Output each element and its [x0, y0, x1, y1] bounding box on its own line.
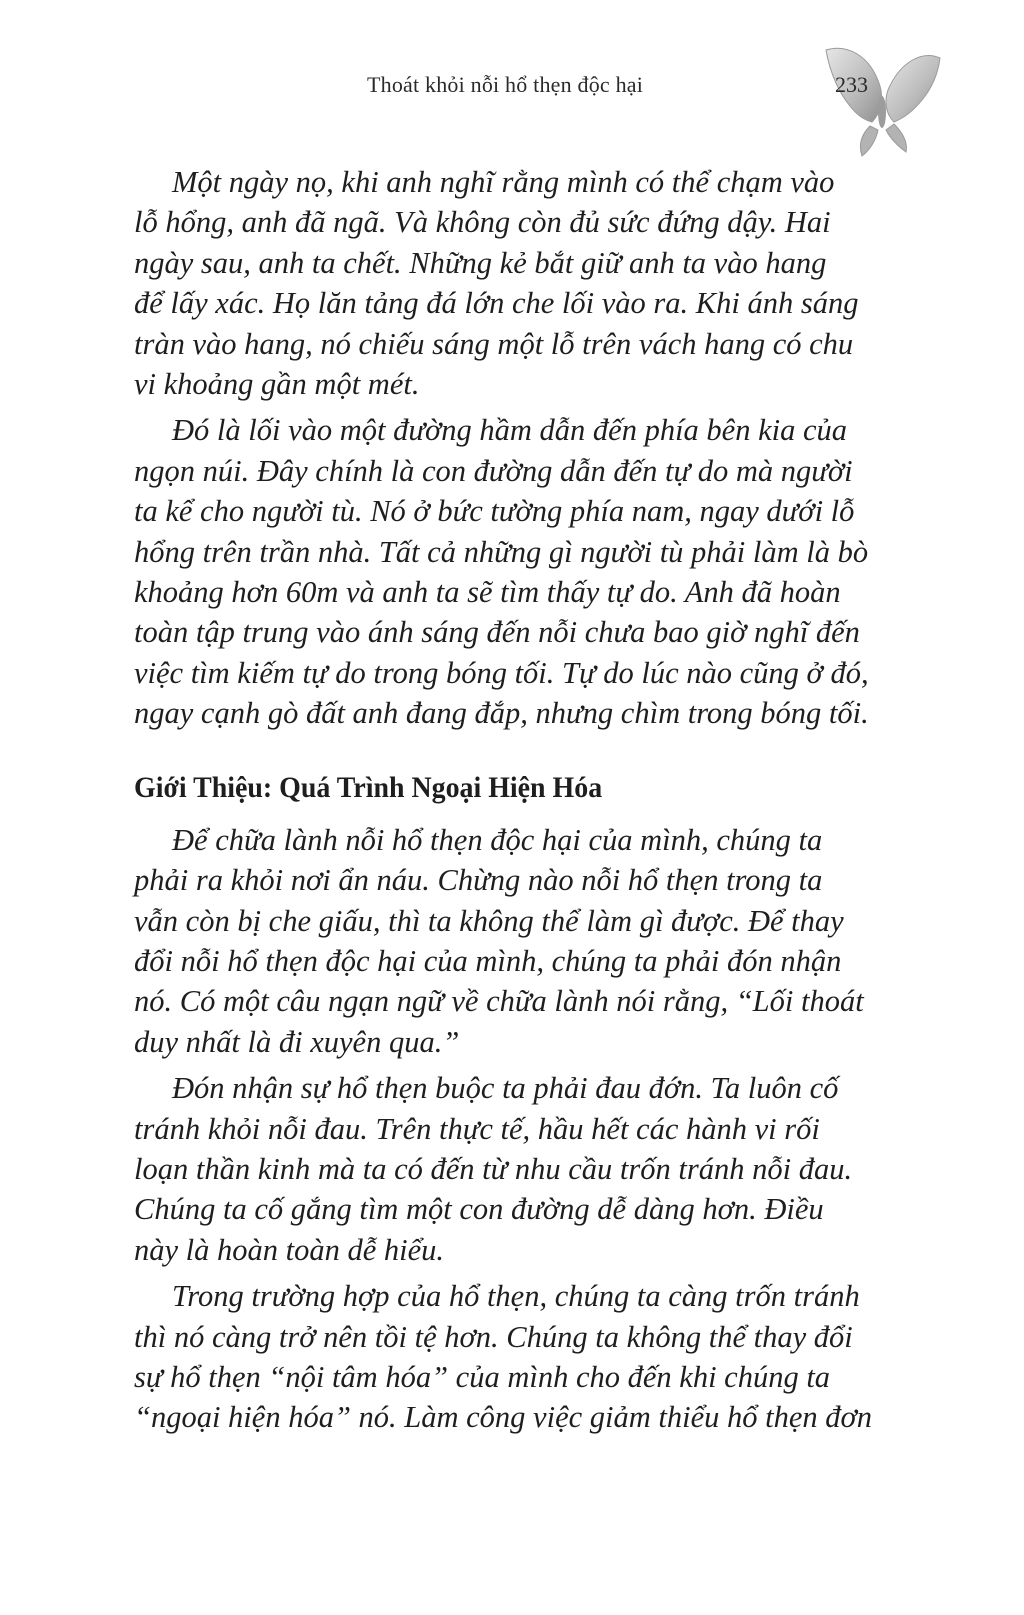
paragraph-line: để lấy xác. Họ lăn tảng đá lớn che lối vào ra. Khi ánh sáng: [134, 286, 859, 321]
page-number: 233: [835, 72, 868, 97]
paragraph-line: Chúng ta cố gắng tìm một con đường dễ dàng hơn. Điều: [134, 1192, 824, 1227]
paragraph-line: phải ra khỏi nơi ẩn náu. Chừng nào nỗi hổ thẹn trong ta: [134, 863, 823, 898]
paragraph-line: Một ngày nọ, khi anh nghĩ rằng mình có thể chạm vào: [172, 165, 835, 199]
paragraph-line: nó. Có một câu ngạn ngữ về chữa lành nói rằng, “Lối thoát: [134, 984, 864, 1019]
running-header: [0, 72, 1024, 112]
paragraph-line: thì nó càng trở nên tồi tệ hơn. Chúng ta không thể thay đổi: [134, 1319, 853, 1354]
paragraph-line: Đón nhận sự hổ thẹn buộc ta phải đau đớn. Ta luôn cố: [172, 1071, 839, 1106]
paragraph-line: Trong trường hợp của hổ thẹn, chúng ta càng trốn tránh: [172, 1279, 860, 1314]
paragraph-line: Để chữa lành nỗi hổ thẹn độc hại của mình, chúng ta: [172, 822, 823, 857]
butterfly-icon: [818, 42, 948, 162]
paragraph-line: ngọn núi. Đây chính là con đường dẫn đến tự do mà người: [134, 453, 853, 488]
paragraph-line: loạn thần kinh mà ta có đến từ nhu cầu trốn tránh nỗi đau.: [134, 1151, 853, 1186]
paragraph-line: ngay cạnh gò đất anh đang đắp, nhưng chìm trong bóng tối.: [134, 696, 869, 731]
paragraph-line: sự hổ thẹn “nội tâm hóa” của mình cho đến khi chúng ta: [134, 1359, 831, 1394]
paragraph-line: tránh khỏi nỗi đau. Trên thực tế, hầu hết các hành vi rối: [134, 1111, 820, 1146]
paragraph: [134, 410, 880, 733]
paragraph-line: toàn tập trung vào ánh sáng đến nỗi chưa bao giờ nghĩ đến: [134, 615, 860, 650]
paragraph: [134, 162, 880, 404]
paragraph-line: Đó là lối vào một đường hầm dẫn đến phía bên kia của: [172, 413, 848, 448]
paragraph-line: lỗ hổng, anh đã ngã. Và không còn đủ sức đứng dậy. Hai: [134, 205, 831, 240]
paragraph: [134, 1276, 880, 1438]
paragraph-line: này là hoàn toàn dễ hiểu.: [134, 1232, 445, 1267]
paragraph-line: vi khoảng gần một mét.: [134, 367, 420, 402]
paragraph-line: ngày sau, anh ta chết. Những kẻ bắt giữ anh ta vào hang: [134, 245, 827, 280]
paragraph-line: duy nhất là đi xuyên qua.”: [134, 1024, 460, 1059]
paragraph: [134, 1068, 880, 1270]
running-title: Thoát khỏi nỗi hổ thẹn độc hại: [367, 72, 644, 97]
paragraph-line: tràn vào hang, nó chiếu sáng một lỗ trên vách hang có chu: [134, 326, 854, 361]
paragraph-line: việc tìm kiếm tự do trong bóng tối. Tự do lúc nào cũng ở đó,: [134, 655, 869, 690]
paragraph-line: khoảng hơn 60m và anh ta sẽ tìm thấy tự do. Anh đã hoàn: [134, 575, 841, 610]
paragraph-line: ta kể cho người tù. Nó ở bức tường phía nam, ngay dưới lỗ: [134, 494, 855, 529]
paragraph-line: vẫn còn bị che giấu, thì ta không thể làm gì được. Để thay: [134, 903, 844, 938]
paragraph-line: “ngoại hiện hóa” nó. Làm công việc giảm thiểu hổ thẹn đơn: [134, 1400, 873, 1435]
section-heading: Giới Thiệu: Quá Trình Ngoại Hiện Hóa: [134, 770, 603, 804]
page-body: [134, 162, 880, 1444]
paragraph-line: hổng trên trần nhà. Tất cả những gì người tù phải làm là bò: [134, 534, 869, 569]
paragraph: [134, 820, 880, 1062]
paragraph-line: đổi nỗi hổ thẹn độc hại của mình, chúng ta phải đón nhận: [134, 943, 842, 978]
